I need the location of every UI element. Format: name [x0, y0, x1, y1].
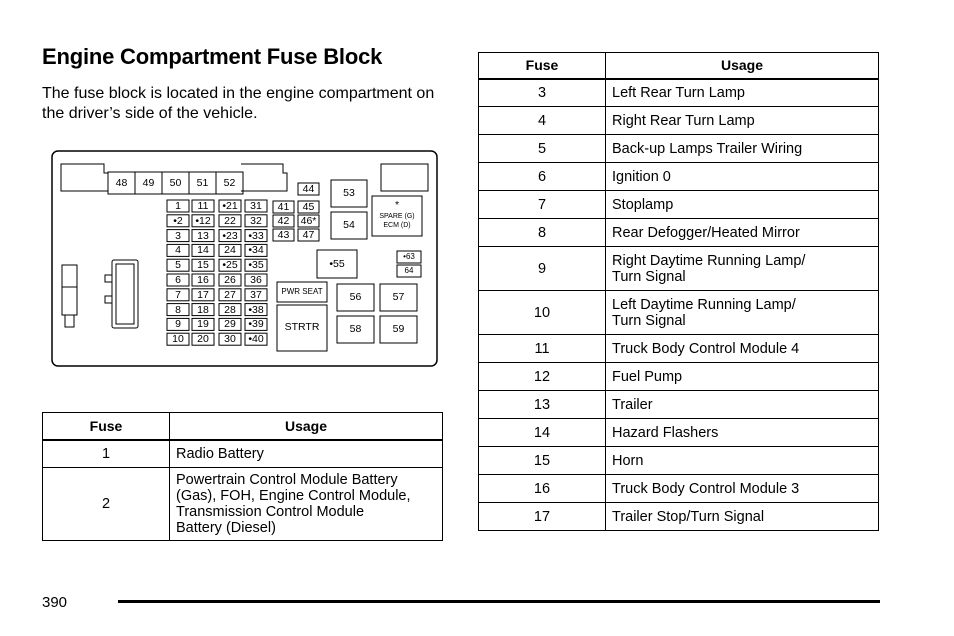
pwr-seat-label: PWR SEAT	[281, 287, 323, 296]
table-row	[479, 447, 879, 475]
spare-label: SPARE (G)	[379, 213, 415, 220]
fuse-52-label: 52	[223, 177, 236, 189]
usage-line: Fuel Pump	[612, 368, 683, 385]
fuse-3-label: 3	[175, 229, 181, 242]
spare-star: *	[394, 199, 400, 211]
fuse-23-label: •23	[222, 229, 238, 242]
table-row	[479, 419, 879, 447]
fuse-11-label: 11	[197, 200, 209, 212]
fuse-51-label: 51	[196, 177, 209, 189]
table-row	[479, 107, 879, 135]
table-row	[479, 247, 879, 291]
fuse-34-label: •34	[248, 244, 264, 257]
fuse-58-label: 58	[349, 323, 362, 335]
fuse-13-label: 13	[197, 229, 209, 242]
fuse-28-label: 28	[224, 303, 236, 316]
table-row	[479, 135, 879, 163]
fuse-17-label: 17	[197, 288, 209, 301]
fuse-usage-table-left	[42, 412, 443, 541]
table-row	[479, 191, 879, 219]
table-row	[479, 503, 879, 531]
table-row	[479, 219, 879, 247]
fuse-10-label: 10	[172, 333, 184, 346]
intro-paragraph: The fuse block is located in the engine compartment on the driver’s side of the vehicle.	[42, 85, 435, 122]
fuse-number: 7	[479, 191, 606, 219]
fuse-4-label: 4	[175, 244, 181, 257]
page-number: 390	[42, 594, 68, 611]
usage-line: Left Rear Turn Lamp	[612, 84, 745, 101]
fuse-usage: Radio Battery	[170, 440, 443, 468]
page-title: Engine Compartment Fuse Block	[42, 44, 383, 69]
fuse-43-label: 43	[277, 229, 290, 241]
fuse-20-label: 20	[197, 333, 209, 346]
fuse-number: 1	[43, 440, 170, 468]
fuse-usage	[606, 191, 879, 219]
fuse-1-label: 1	[175, 200, 181, 212]
fuse-12-label: •12	[195, 214, 211, 227]
fuse-usage	[606, 163, 879, 191]
fuse-9-label: 9	[175, 318, 181, 331]
fuse-36-label: 36	[250, 274, 262, 286]
fuse-14-label: 14	[197, 244, 209, 257]
fuse-usage	[606, 475, 879, 503]
fuse-usage	[606, 447, 879, 475]
fuse-19-label: 19	[197, 318, 209, 331]
fuse-number: 6	[479, 163, 606, 191]
fuse-15-label: 15	[197, 259, 209, 272]
fuse-7-label: 7	[175, 288, 181, 301]
usage-line: Transmission Control Module	[176, 504, 365, 520]
fuse-number: 16	[479, 475, 606, 503]
fuse-5-label: 5	[175, 259, 181, 272]
usage-line: Right Daytime Running Lamp/	[612, 252, 806, 269]
usage-line: Stoplamp	[612, 196, 674, 213]
fuse-63-label: •63	[403, 252, 415, 261]
fuse-number: 4	[479, 107, 606, 135]
fuse-number: 11	[479, 335, 606, 363]
usage-line: Truck Body Control Module 4	[612, 340, 800, 357]
fuse-column-header: Fuse	[43, 413, 170, 440]
fuse-usage	[606, 107, 879, 135]
fuse-number: 14	[479, 419, 606, 447]
fuse-number: 3	[479, 79, 606, 107]
strtr-label: STRTR	[284, 321, 320, 333]
fuse-46-label: 46*	[300, 215, 317, 227]
fuse-usage	[606, 79, 879, 107]
fuse-31-label: 31	[250, 200, 262, 212]
usage-line: Back-up Lamps Trailer Wiring	[612, 140, 803, 157]
footer-rule	[118, 600, 880, 603]
fuse-64-label: 64	[404, 266, 414, 275]
usage-column-header: Usage	[606, 53, 879, 79]
usage-column-header: Usage	[170, 413, 443, 440]
fuse-56-label: 56	[349, 291, 362, 303]
fuse-26-label: 26	[224, 274, 236, 286]
fuse-usage	[606, 363, 879, 391]
fuse-number: 2	[43, 468, 170, 541]
table-row	[479, 363, 879, 391]
fuse-16-label: 16	[197, 274, 209, 286]
usage-line: Battery (Diesel)	[176, 520, 276, 536]
table-row	[43, 468, 443, 541]
fuse-39-label: •39	[248, 318, 264, 331]
fuse-usage	[606, 419, 879, 447]
fuse-2-label: •2	[173, 214, 183, 227]
fuse-usage	[606, 291, 879, 335]
usage-line: Rear Defogger/Heated Mirror	[612, 224, 800, 241]
fuse-38-label: •38	[248, 303, 264, 316]
usage-line: Horn	[612, 452, 644, 469]
table-row	[479, 291, 879, 335]
fuse-usage	[606, 247, 879, 291]
fuse-25-label: •25	[222, 259, 238, 272]
fuse-24-label: 24	[224, 244, 236, 257]
fuse-35-label: •35	[248, 259, 264, 272]
fuse-41-label: 41	[277, 201, 290, 213]
fuse-54-label: 54	[343, 219, 355, 231]
fuse-57-label: 57	[392, 291, 405, 303]
table-row	[479, 79, 879, 107]
table-row	[479, 335, 879, 363]
fuse-usage-table-right	[478, 52, 879, 531]
fuse-53-label: 53	[343, 187, 355, 199]
fuse-number: 8	[479, 219, 606, 247]
fuse-number: 12	[479, 363, 606, 391]
fuse-8-label: 8	[175, 303, 181, 316]
fuse-40-label: •40	[248, 333, 264, 346]
usage-line: Truck Body Control Module 3	[612, 480, 800, 497]
fuse-27-label: 27	[224, 288, 236, 301]
fuse-22-label: 22	[224, 214, 236, 227]
fuse-29-label: 29	[224, 318, 236, 331]
fuse-usage	[606, 135, 879, 163]
fuse-18-label: 18	[197, 303, 209, 316]
fuse-number: 5	[479, 135, 606, 163]
fuse-column-header: Fuse	[479, 53, 606, 79]
fuse-32-label: 32	[250, 214, 262, 227]
fuse-48-label: 48	[115, 177, 128, 189]
fuse-33-label: •33	[248, 229, 264, 242]
fuse-number: 15	[479, 447, 606, 475]
fuse-usage	[606, 503, 879, 531]
usage-line: Trailer	[612, 396, 653, 413]
fuse-59-label: 59	[392, 323, 405, 335]
ecm-label: ECM (D)	[383, 222, 411, 229]
fuse-37-label: 37	[250, 288, 262, 301]
fuse-usage	[606, 335, 879, 363]
table-row	[479, 163, 879, 191]
fuse-usage	[170, 468, 443, 541]
table-row	[479, 391, 879, 419]
fuse-50-label: 50	[169, 177, 182, 189]
table-row	[43, 440, 443, 468]
fuse-45-label: 45	[302, 201, 315, 213]
fuse-42-label: 42	[277, 215, 290, 227]
fuse-21-label: •21	[222, 200, 238, 212]
fuse-number: 9	[479, 247, 606, 291]
usage-line: Right Rear Turn Lamp	[612, 112, 755, 129]
usage-line: Trailer Stop/Turn Signal	[612, 508, 765, 525]
usage-line: Powertrain Control Module Battery	[176, 472, 398, 488]
fuse-usage	[606, 219, 879, 247]
fuse-44-label: 44	[302, 183, 315, 195]
fuse-6-label: 6	[175, 274, 181, 286]
fuse-number: 13	[479, 391, 606, 419]
fuse-number: 17	[479, 503, 606, 531]
fuse-30-label: 30	[224, 333, 236, 346]
fuse-usage	[606, 391, 879, 419]
fuse-55-label: •55	[329, 258, 345, 270]
usage-line: Ignition 0	[612, 168, 671, 185]
fuse-number: 10	[479, 291, 606, 335]
fuse-47-label: 47	[302, 229, 315, 241]
fuse-block-diagram	[51, 150, 438, 367]
usage-line: Left Daytime Running Lamp/	[612, 296, 796, 313]
fuse-49-label: 49	[142, 177, 155, 189]
usage-line: (Gas), FOH, Engine Control Module,	[176, 488, 411, 504]
usage-line: Turn Signal	[612, 312, 686, 329]
usage-line: Turn Signal	[612, 268, 686, 285]
usage-line: Hazard Flashers	[612, 424, 719, 441]
table-row	[479, 475, 879, 503]
